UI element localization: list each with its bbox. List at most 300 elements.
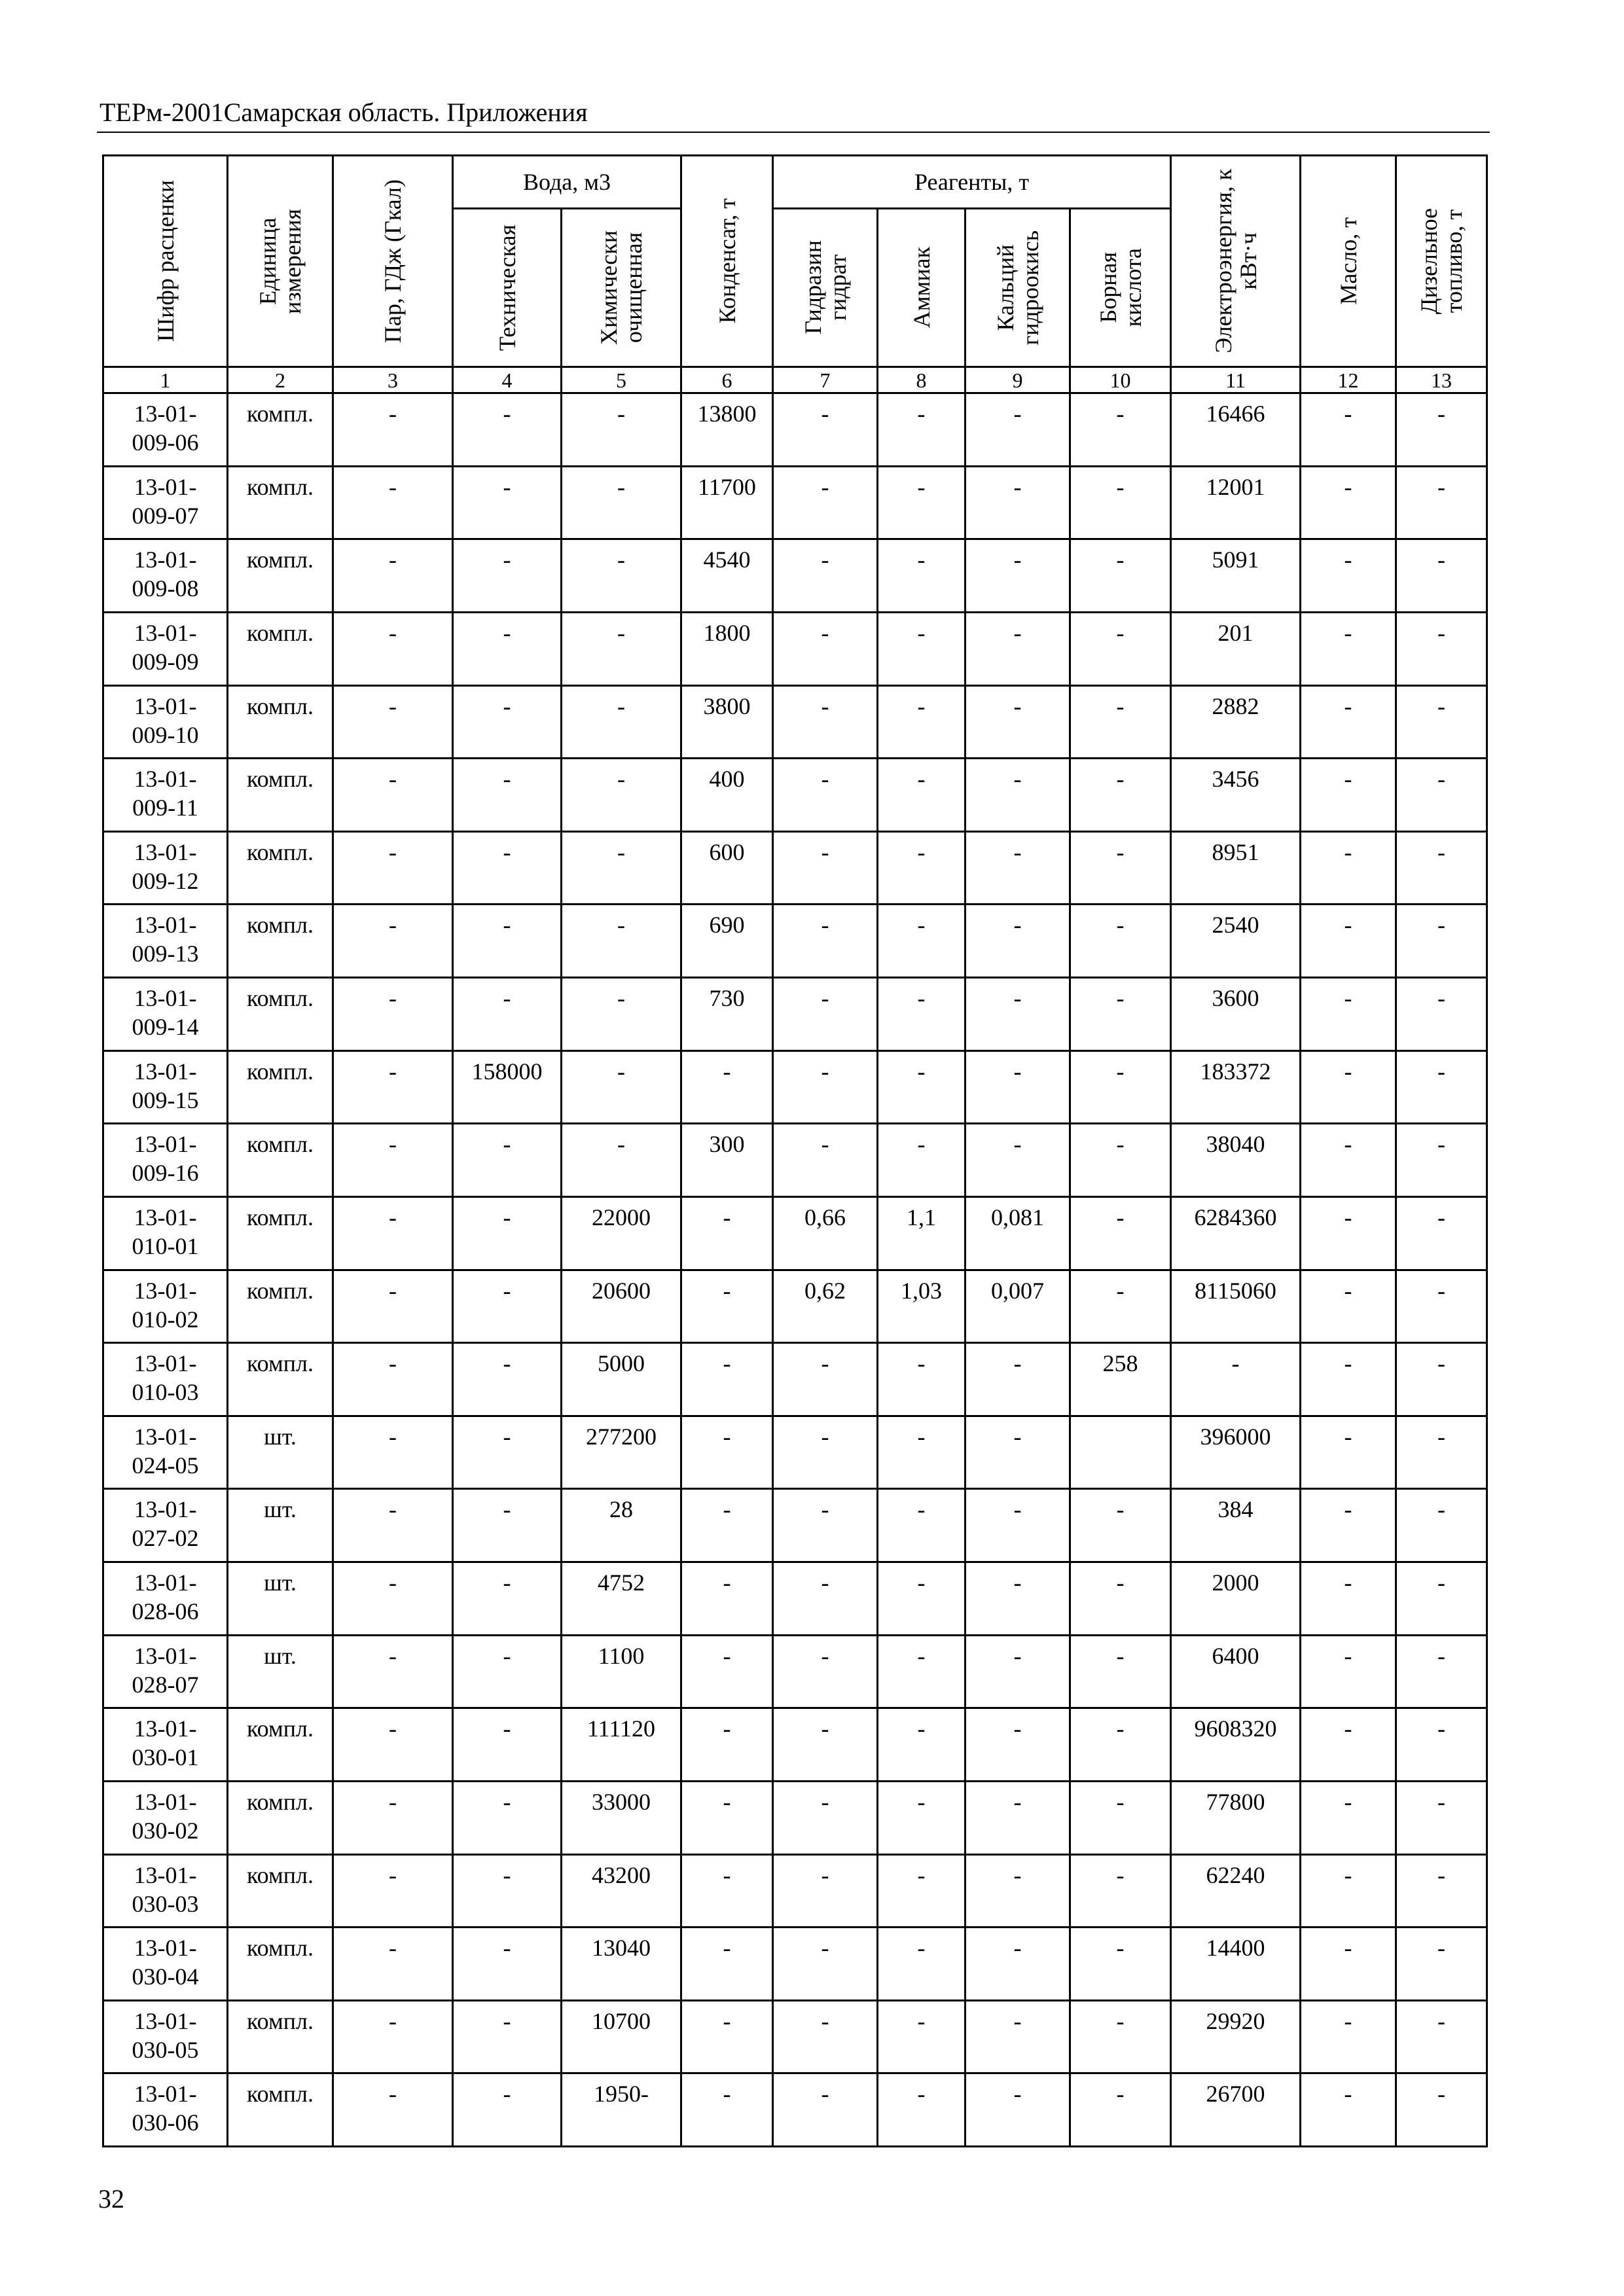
cell-steam: - — [333, 539, 453, 613]
cell-code: 13-01- 030-06 — [103, 2073, 228, 2147]
cell-water-chemical: - — [562, 466, 681, 539]
column-number: 10 — [1070, 367, 1171, 393]
table-row — [103, 466, 1487, 539]
table-row — [103, 1489, 1487, 1562]
cell-unit: шт. — [228, 1489, 333, 1562]
cell-code: 13-01- 009-10 — [103, 685, 228, 759]
header-water-technical: Техническая — [453, 208, 562, 367]
cell-condensate: 13800 — [681, 393, 773, 467]
cell-oil: - — [1301, 905, 1396, 978]
table-row — [103, 1196, 1487, 1270]
cell-unit: компл. — [228, 1124, 333, 1197]
cell-unit: компл. — [228, 978, 333, 1051]
cell-water-chemical: 10700 — [562, 2000, 681, 2073]
cell-calcium: - — [965, 1124, 1070, 1197]
cell-water-chemical: 43200 — [562, 1854, 681, 1928]
column-number: 11 — [1171, 367, 1301, 393]
header-calcium: Кальций гидроокись — [965, 208, 1070, 367]
cell-code: 13-01- 030-04 — [103, 1928, 228, 2001]
cell-water-technical: - — [453, 1416, 562, 1489]
cell-code: 13-01- 028-07 — [103, 1635, 228, 1708]
cell-ammonia: - — [878, 1489, 965, 1562]
header-steam: Пар, ГДж (Гкал) — [333, 156, 453, 367]
cell-calcium: - — [965, 1050, 1070, 1124]
column-number: 2 — [228, 367, 333, 393]
cell-calcium: - — [965, 2000, 1070, 2073]
header-boric: Борная кислота — [1070, 208, 1171, 367]
cell-ammonia: - — [878, 539, 965, 613]
cell-steam: - — [333, 466, 453, 539]
cell-oil: - — [1301, 1124, 1396, 1197]
cell-condensate: - — [681, 1196, 773, 1270]
cell-calcium: - — [965, 1635, 1070, 1708]
cell-water-technical: - — [453, 1343, 562, 1416]
cell-calcium: - — [965, 1416, 1070, 1489]
cell-water-technical: - — [453, 1489, 562, 1562]
cell-calcium: 0,007 — [965, 1270, 1070, 1343]
cell-electricity: 183372 — [1171, 1050, 1301, 1124]
cell-electricity: 26700 — [1171, 2073, 1301, 2147]
cell-steam: - — [333, 1562, 453, 1636]
cell-diesel: - — [1396, 1416, 1487, 1489]
cell-electricity: 3600 — [1171, 978, 1301, 1051]
column-number: 3 — [333, 367, 453, 393]
cell-steam: - — [333, 1781, 453, 1854]
cell-water-chemical: 5000 — [562, 1343, 681, 1416]
cell-oil: - — [1301, 1343, 1396, 1416]
cell-condensate: 4540 — [681, 539, 773, 613]
cell-unit: компл. — [228, 2000, 333, 2073]
cell-code: 13-01- 009-14 — [103, 978, 228, 1051]
cell-code: 13-01- 027-02 — [103, 1489, 228, 1562]
cell-boric: - — [1070, 1124, 1171, 1197]
cell-diesel: - — [1396, 1270, 1487, 1343]
cell-calcium: - — [965, 393, 1070, 467]
cell-boric: - — [1070, 2073, 1171, 2147]
cell-electricity: 16466 — [1171, 393, 1301, 467]
cell-steam: - — [333, 1050, 453, 1124]
cell-water-chemical: 1100 — [562, 1635, 681, 1708]
cell-diesel: - — [1396, 1854, 1487, 1928]
cell-condensate: 3800 — [681, 685, 773, 759]
column-number: 7 — [773, 367, 878, 393]
header-electricity: Электроэнергия, к кВт·ч — [1171, 156, 1301, 367]
cell-code: 13-01- 009-12 — [103, 831, 228, 905]
cell-steam: - — [333, 905, 453, 978]
cell-ammonia: - — [878, 1050, 965, 1124]
header-row-top — [103, 156, 1487, 209]
cell-water-chemical: - — [562, 759, 681, 832]
cell-steam: - — [333, 1416, 453, 1489]
cell-diesel: - — [1396, 1489, 1487, 1562]
cell-diesel: - — [1396, 393, 1487, 467]
cell-water-chemical: 22000 — [562, 1196, 681, 1270]
cell-oil: - — [1301, 831, 1396, 905]
cell-ammonia: 1,1 — [878, 1196, 965, 1270]
cell-calcium: - — [965, 1781, 1070, 1854]
column-number: 9 — [965, 367, 1070, 393]
cell-code: 13-01- 009-08 — [103, 539, 228, 613]
cell-oil: - — [1301, 1050, 1396, 1124]
cell-unit: компл. — [228, 1708, 333, 1782]
cell-hydrazine: - — [773, 1635, 878, 1708]
cell-condensate: - — [681, 2000, 773, 2073]
cell-code: 13-01- 010-03 — [103, 1343, 228, 1416]
cell-hydrazine: - — [773, 978, 878, 1051]
cell-ammonia: - — [878, 1928, 965, 2001]
cell-water-technical: - — [453, 1270, 562, 1343]
table-body — [103, 393, 1487, 2147]
cell-hydrazine: - — [773, 2073, 878, 2147]
cell-condensate: - — [681, 1928, 773, 2001]
cell-code: 13-01- 010-01 — [103, 1196, 228, 1270]
cell-water-technical: - — [453, 831, 562, 905]
cell-water-technical: - — [453, 685, 562, 759]
cell-unit: компл. — [228, 393, 333, 467]
cell-ammonia: 1,03 — [878, 1270, 965, 1343]
cell-steam: - — [333, 831, 453, 905]
cell-condensate: - — [681, 1635, 773, 1708]
header-unit: Единица измерения — [228, 156, 333, 367]
cell-hydrazine: - — [773, 831, 878, 905]
table-row — [103, 685, 1487, 759]
column-number: 6 — [681, 367, 773, 393]
cell-ammonia: - — [878, 1708, 965, 1782]
cell-oil: - — [1301, 1562, 1396, 1636]
cell-oil: - — [1301, 1854, 1396, 1928]
page-header-title: ТЕРм-2001Самарская область. Приложения — [99, 98, 588, 127]
table-row — [103, 539, 1487, 613]
cell-unit: компл. — [228, 1781, 333, 1854]
cell-calcium: - — [965, 831, 1070, 905]
cell-code: 13-01- 030-01 — [103, 1708, 228, 1782]
cell-code: 13-01- 009-09 — [103, 612, 228, 685]
cell-code: 13-01- 028-06 — [103, 1562, 228, 1636]
cell-water-chemical: 20600 — [562, 1270, 681, 1343]
cell-steam: - — [333, 1928, 453, 2001]
cell-electricity: 14400 — [1171, 1928, 1301, 2001]
cell-calcium: 0,081 — [965, 1196, 1070, 1270]
cell-water-chemical: - — [562, 905, 681, 978]
cell-hydrazine: 0,66 — [773, 1196, 878, 1270]
cell-water-chemical: 33000 — [562, 1781, 681, 1854]
cell-calcium: - — [965, 1854, 1070, 1928]
cell-oil: - — [1301, 612, 1396, 685]
cell-code: 13-01- 009-07 — [103, 466, 228, 539]
cell-diesel: - — [1396, 1781, 1487, 1854]
cell-steam: - — [333, 759, 453, 832]
cell-electricity: 38040 — [1171, 1124, 1301, 1197]
cell-condensate: - — [681, 1708, 773, 1782]
header-water-chemical: Химически очищенная — [562, 208, 681, 367]
cell-oil: - — [1301, 466, 1396, 539]
cell-boric: - — [1070, 539, 1171, 613]
cell-electricity: 384 — [1171, 1489, 1301, 1562]
table-row — [103, 1928, 1487, 2001]
cell-unit: компл. — [228, 1854, 333, 1928]
cell-water-technical: - — [453, 612, 562, 685]
table-row — [103, 2000, 1487, 2073]
column-number: 8 — [878, 367, 965, 393]
cell-diesel: - — [1396, 1708, 1487, 1782]
cell-code: 13-01- 024-05 — [103, 1416, 228, 1489]
cell-steam: - — [333, 1708, 453, 1782]
cell-water-chemical: - — [562, 1050, 681, 1124]
cell-steam: - — [333, 1343, 453, 1416]
cell-hydrazine: - — [773, 1708, 878, 1782]
table-row — [103, 1416, 1487, 1489]
cell-code: 13-01- 030-02 — [103, 1781, 228, 1854]
table-row — [103, 612, 1487, 685]
cell-calcium: - — [965, 759, 1070, 832]
table-row — [103, 759, 1487, 832]
cell-diesel: - — [1396, 1343, 1487, 1416]
column-number: 13 — [1396, 367, 1487, 393]
cell-unit: компл. — [228, 905, 333, 978]
cell-electricity: 6284360 — [1171, 1196, 1301, 1270]
cell-boric: - — [1070, 1928, 1171, 2001]
cell-steam: - — [333, 1196, 453, 1270]
cell-water-technical: - — [453, 1928, 562, 2001]
cell-calcium: - — [965, 466, 1070, 539]
cell-hydrazine: - — [773, 2000, 878, 2073]
cell-oil: - — [1301, 1416, 1396, 1489]
cell-water-technical: - — [453, 978, 562, 1051]
cell-water-technical: - — [453, 1635, 562, 1708]
cell-code: 13-01- 009-13 — [103, 905, 228, 978]
cell-hydrazine: - — [773, 1489, 878, 1562]
table-row — [103, 1854, 1487, 1928]
column-number: 4 — [453, 367, 562, 393]
cell-condensate: - — [681, 1270, 773, 1343]
cell-unit: компл. — [228, 1343, 333, 1416]
cell-water-chemical: 111120 — [562, 1708, 681, 1782]
cell-electricity: 29920 — [1171, 2000, 1301, 2073]
cell-boric: - — [1070, 466, 1171, 539]
cell-unit: компл. — [228, 1050, 333, 1124]
cell-code: 13-01- 009-06 — [103, 393, 228, 467]
resource-norms-table — [102, 154, 1488, 2147]
cell-steam: - — [333, 2000, 453, 2073]
cell-diesel: - — [1396, 831, 1487, 905]
cell-unit: шт. — [228, 1416, 333, 1489]
table-row — [103, 1635, 1487, 1708]
cell-water-chemical: 277200 — [562, 1416, 681, 1489]
cell-boric: - — [1070, 612, 1171, 685]
cell-water-chemical: - — [562, 393, 681, 467]
cell-hydrazine: - — [773, 1928, 878, 2001]
cell-ammonia: - — [878, 831, 965, 905]
cell-boric: - — [1070, 1708, 1171, 1782]
table-row — [103, 393, 1487, 467]
cell-steam: - — [333, 685, 453, 759]
cell-unit: компл. — [228, 685, 333, 759]
cell-water-chemical: - — [562, 539, 681, 613]
cell-unit: компл. — [228, 1270, 333, 1343]
table-row — [103, 1343, 1487, 1416]
cell-unit: компл. — [228, 759, 333, 832]
cell-hydrazine: - — [773, 905, 878, 978]
cell-water-technical: - — [453, 466, 562, 539]
cell-diesel: - — [1396, 978, 1487, 1051]
cell-oil: - — [1301, 1489, 1396, 1562]
cell-unit: компл. — [228, 831, 333, 905]
cell-calcium: - — [965, 1708, 1070, 1782]
cell-oil: - — [1301, 1270, 1396, 1343]
cell-calcium: - — [965, 539, 1070, 613]
cell-boric: - — [1070, 831, 1171, 905]
cell-boric: - — [1070, 1196, 1171, 1270]
cell-water-technical: - — [453, 905, 562, 978]
cell-ammonia: - — [878, 1854, 965, 1928]
cell-calcium: - — [965, 1562, 1070, 1636]
cell-electricity: 12001 — [1171, 466, 1301, 539]
cell-diesel: - — [1396, 1635, 1487, 1708]
cell-condensate: - — [681, 1416, 773, 1489]
cell-steam: - — [333, 978, 453, 1051]
cell-ammonia: - — [878, 2000, 965, 2073]
column-number: 12 — [1301, 367, 1396, 393]
column-number: 5 — [562, 367, 681, 393]
cell-diesel: - — [1396, 1050, 1487, 1124]
cell-diesel: - — [1396, 2073, 1487, 2147]
table-row — [103, 1270, 1487, 1343]
cell-water-technical: - — [453, 1854, 562, 1928]
cell-oil: - — [1301, 539, 1396, 613]
cell-hydrazine: - — [773, 393, 878, 467]
cell-water-technical: 158000 — [453, 1050, 562, 1124]
cell-water-technical: - — [453, 1562, 562, 1636]
table-row — [103, 1562, 1487, 1636]
cell-oil: - — [1301, 685, 1396, 759]
header-diesel: Дизельное топливо, т — [1396, 156, 1487, 367]
cell-code: 13-01- 009-11 — [103, 759, 228, 832]
cell-boric: 258 — [1070, 1343, 1171, 1416]
cell-condensate: - — [681, 1489, 773, 1562]
column-number-row — [103, 367, 1487, 393]
table-row — [103, 1708, 1487, 1782]
cell-ammonia: - — [878, 466, 965, 539]
cell-ammonia: - — [878, 685, 965, 759]
cell-hydrazine: - — [773, 1562, 878, 1636]
cell-water-technical: - — [453, 1781, 562, 1854]
cell-hydrazine: - — [773, 685, 878, 759]
cell-code: 13-01- 009-15 — [103, 1050, 228, 1124]
cell-ammonia: - — [878, 1343, 965, 1416]
cell-water-chemical: - — [562, 831, 681, 905]
cell-unit: компл. — [228, 612, 333, 685]
cell-water-chemical: - — [562, 978, 681, 1051]
cell-electricity: 2882 — [1171, 685, 1301, 759]
cell-electricity: 2000 — [1171, 1562, 1301, 1636]
cell-calcium: - — [965, 685, 1070, 759]
table-row — [103, 1124, 1487, 1197]
header-water-group: Вода, м3 — [453, 156, 681, 209]
cell-water-technical: - — [453, 1708, 562, 1782]
cell-unit: компл. — [228, 539, 333, 613]
column-number: 1 — [103, 367, 228, 393]
cell-boric: - — [1070, 685, 1171, 759]
cell-steam: - — [333, 393, 453, 467]
cell-ammonia: - — [878, 612, 965, 685]
cell-water-technical: - — [453, 393, 562, 467]
cell-condensate: 11700 — [681, 466, 773, 539]
cell-condensate: - — [681, 1781, 773, 1854]
cell-calcium: - — [965, 612, 1070, 685]
cell-hydrazine: - — [773, 612, 878, 685]
cell-electricity: 2540 — [1171, 905, 1301, 978]
cell-unit: компл. — [228, 466, 333, 539]
cell-electricity: 201 — [1171, 612, 1301, 685]
cell-electricity: 5091 — [1171, 539, 1301, 613]
cell-water-technical: - — [453, 539, 562, 613]
header-code: Шифр расценки — [103, 156, 228, 367]
cell-ammonia: - — [878, 1416, 965, 1489]
cell-hydrazine: - — [773, 466, 878, 539]
cell-unit: компл. — [228, 1196, 333, 1270]
cell-steam: - — [333, 612, 453, 685]
cell-steam: - — [333, 1270, 453, 1343]
cell-boric: - — [1070, 1270, 1171, 1343]
cell-boric: - — [1070, 759, 1171, 832]
cell-diesel: - — [1396, 685, 1487, 759]
cell-water-chemical: - — [562, 1124, 681, 1197]
cell-oil: - — [1301, 1928, 1396, 2001]
cell-hydrazine: - — [773, 759, 878, 832]
cell-electricity: - — [1171, 1343, 1301, 1416]
cell-water-chemical: - — [562, 685, 681, 759]
cell-hydrazine: 0,62 — [773, 1270, 878, 1343]
cell-unit: шт. — [228, 1562, 333, 1636]
cell-hydrazine: - — [773, 539, 878, 613]
cell-condensate: - — [681, 1562, 773, 1636]
cell-diesel: - — [1396, 1196, 1487, 1270]
cell-condensate: 300 — [681, 1124, 773, 1197]
table-row — [103, 1781, 1487, 1854]
cell-water-technical: - — [453, 759, 562, 832]
cell-ammonia: - — [878, 1124, 965, 1197]
cell-condensate: 730 — [681, 978, 773, 1051]
table-row — [103, 831, 1487, 905]
cell-ammonia: - — [878, 1562, 965, 1636]
cell-steam: - — [333, 1489, 453, 1562]
cell-water-technical: - — [453, 2073, 562, 2147]
cell-condensate: - — [681, 1050, 773, 1124]
cell-hydrazine: - — [773, 1854, 878, 1928]
cell-oil: - — [1301, 978, 1396, 1051]
cell-hydrazine: - — [773, 1343, 878, 1416]
cell-electricity: 8115060 — [1171, 1270, 1301, 1343]
cell-water-technical: - — [453, 2000, 562, 2073]
cell-ammonia: - — [878, 393, 965, 467]
header-divider — [97, 132, 1490, 133]
cell-boric: - — [1070, 393, 1171, 467]
cell-boric: - — [1070, 2000, 1171, 2073]
cell-code: 13-01- 010-02 — [103, 1270, 228, 1343]
cell-steam: - — [333, 2073, 453, 2147]
cell-oil: - — [1301, 1635, 1396, 1708]
cell-boric: - — [1070, 1854, 1171, 1928]
cell-oil: - — [1301, 1196, 1396, 1270]
cell-diesel: - — [1396, 1562, 1487, 1636]
cell-boric: - — [1070, 978, 1171, 1051]
cell-steam: - — [333, 1124, 453, 1197]
cell-calcium: - — [965, 2073, 1070, 2147]
header-condensate: Конденсат, т — [681, 156, 773, 367]
cell-condensate: 400 — [681, 759, 773, 832]
cell-oil: - — [1301, 2000, 1396, 2073]
cell-oil: - — [1301, 1781, 1396, 1854]
